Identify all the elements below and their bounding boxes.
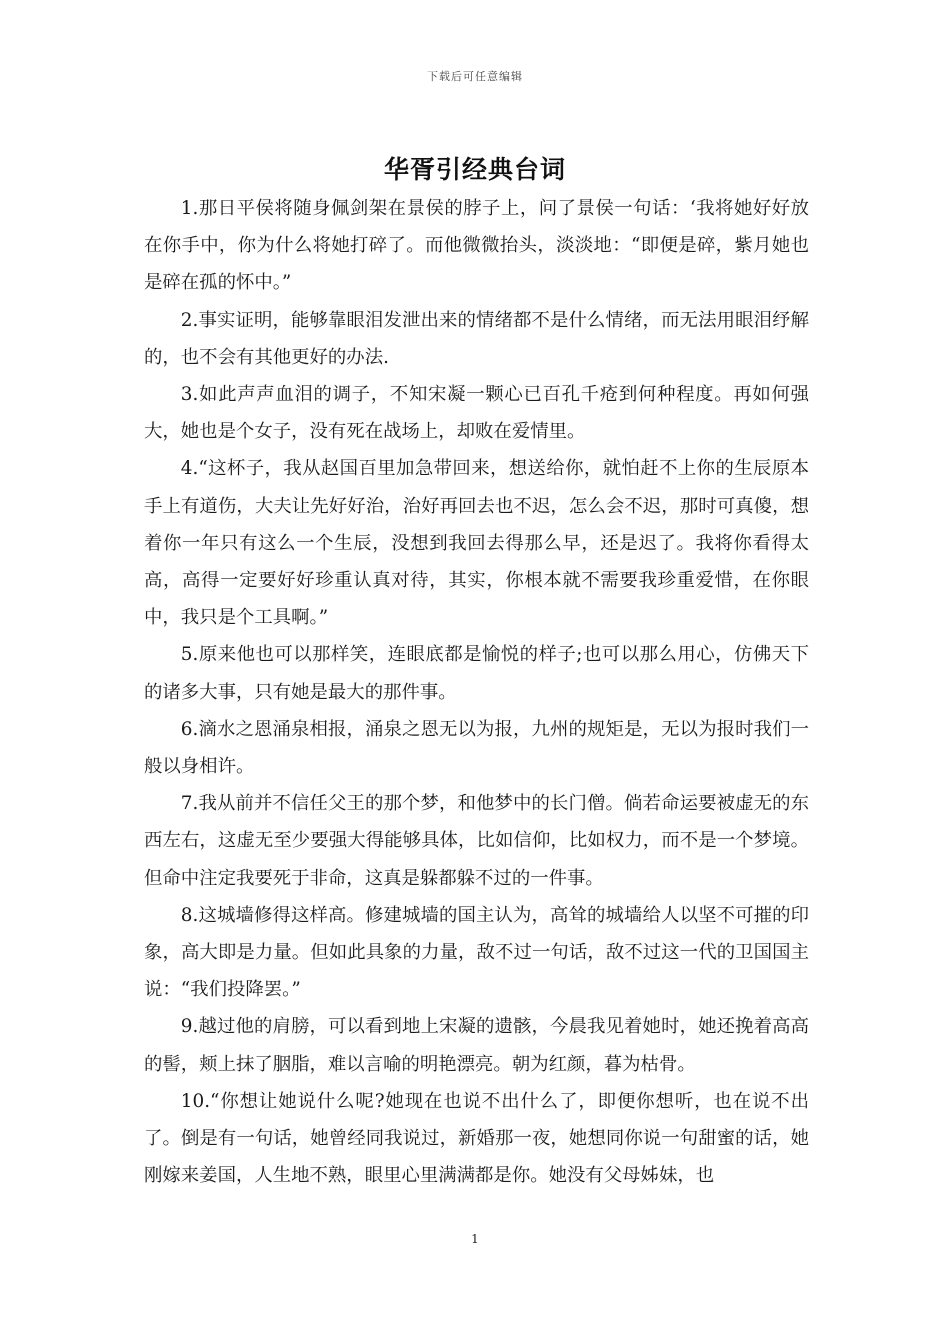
paragraph-3: 3.如此声声血泪的调子，不知宋凝一颗心已百孔千疮到何种程度。再如何强大，她也是个女子，没有死在战场上，却败在爱情里。 <box>144 384 809 443</box>
paragraph-10: 10.“你想让她说什么呢?她现在也说不出什么了，即便你想听，也在说不出了。倒是有一句话，她曾经同我说过，新婚那一夜，她想同你说一句甜蜜的话，她刚嫁来姜国，人生地不熟，眼里心里满满都是你。她没有父母姊妹，也 <box>144 1090 809 1187</box>
paragraph-6: 6.滴水之恩涌泉相报，涌泉之恩无以为报，九州的规矩是，无以为报时我们一般以身相许。 <box>144 718 809 778</box>
document-body <box>144 190 809 1194</box>
header-note: 下载后可任意编辑 <box>427 70 523 83</box>
paragraph-7: 7.我从前并不信任父王的那个梦，和他梦中的长门僧。倘若命运要被虚无的东西左右，这虚无至少要强大得能够具体，比如信仰，比如权力，而不是一个梦境。但命中注定我要死于非命，这真是躲都躲不过的一件事。 <box>144 793 809 889</box>
paragraph-4: 4.“这杯子，我从赵国百里加急带回来，想送给你，就怕赶不上你的生辰原本手上有道伤，大夫让先好好治，治好再回去也不迟，怎么会不迟，那时可真傻，想着你一年只有这么一个生辰，没想到我回去得那么早，还是迟了。我将你看得太高，高得一定要好好珍重认真对待，其实，你根本就不需要我珍重爱惜，在你眼中，我只是个工具啊。” <box>144 458 809 629</box>
page-number: 1 <box>471 1232 479 1246</box>
paragraph-1: 1.那日平侯将随身佩剑架在景侯的脖子上，问了景侯一句话：‘我将她好好放在你手中，你为什么将她打碎了。而他微微抬头，淡淡地：“即便是碎，紫月她也是碎在孤的怀中。” <box>144 198 809 294</box>
document-title: 华胥引经典台词 <box>383 155 566 184</box>
paragraph-2: 2.事实证明，能够靠眼泪发泄出来的情绪都不是什么情绪，而无法用眼泪纾解的，也不会有其他更好的办法. <box>144 309 809 368</box>
paragraph-8: 8.这城墙修得这样高。修建城墙的国主认为，高耸的城墙给人以坚不可摧的印象，高大即是力量。但如此具象的力量，敌不过一句话，敌不过这一代的卫国国主说：“我们投降罢。” <box>144 904 809 1001</box>
paragraph-5: 5.原来他也可以那样笑，连眼底都是愉悦的样子;也可以那么用心，仿佛天下的诸多大事，只有她是最大的那件事。 <box>144 644 809 703</box>
paragraph-9: 9.越过他的肩膀，可以看到地上宋凝的遗骸，今晨我见着她时，她还挽着高高的髻，颊上抹了胭脂，难以言喻的明艳漂亮。朝为红颜，暮为枯骨。 <box>144 1016 809 1075</box>
